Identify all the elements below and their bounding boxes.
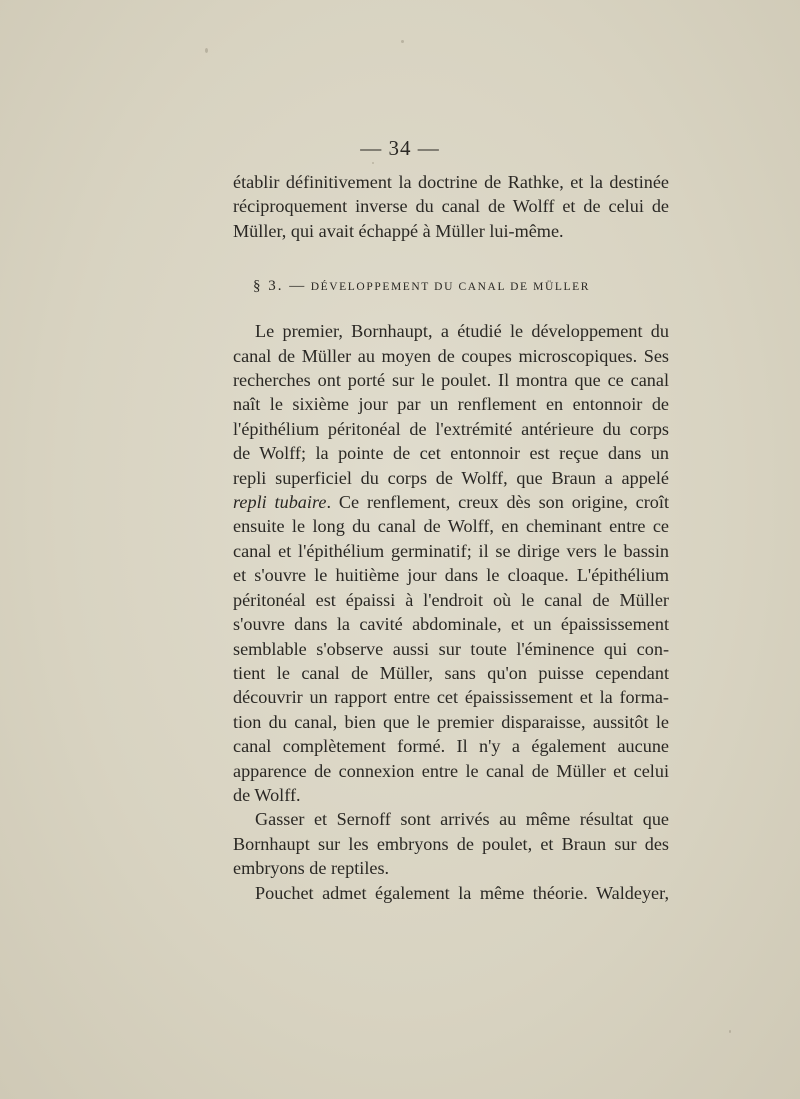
text-line: canal et l'épithélium germinatif; il se dirige vers le bassin [233,540,669,561]
text-line: établir définitivement la doctrine de Rathke, et la destinée [233,172,669,192]
italic-term: repli tubaire [233,492,327,513]
text-line: péritonéal est épaissi à l'endroit où le canal de Müller [233,589,669,610]
text-line: repli superficiel du corps de Wolff, que Braun a appelé [233,467,669,488]
text-line: . Ce renflement, creux dès son origine, croît [326,492,670,513]
text-line: Pouchet admet également la même théorie. Waldeyer, [255,882,669,903]
page-body [233,170,669,905]
paragraph-1-end [233,219,669,243]
text-line: semblable s'observe aussi sur toute l'éminence qui con- [233,638,669,659]
text-line: l'épithélium péritonéal de l'extrémité antérieure du corps [233,418,669,439]
text-line: tient le canal de Müller, sans qu'on puisse cependant [233,662,669,683]
paragraph-3-end [233,856,669,880]
text-line: de Wolff; la pointe de cet entonnoir est reçue dans un [233,443,669,464]
text-line: embryons de reptiles. [233,858,390,879]
paragraph-3-body [233,832,669,856]
text-line: naît le sixième jour par un renflement en entonnoir de [233,394,669,415]
text-line: ensuite le long du canal de Wolff, en cheminant entre ce [233,516,669,537]
text-line: canal de Müller au moyen de coupes microscopiques. Ses [233,345,669,366]
text-line: Le premier, Bornhaupt, a étudié le développement du [255,321,669,342]
paragraph-2 [233,319,669,343]
text-line: canal complètement formé. Il n'y a également aucune [233,736,669,757]
text-line: réciproquement inverse du canal de Wolff et de celui de [233,196,669,217]
section-number: § 3. — [253,278,307,295]
text-line: apparence de connexion entre le canal de Müller et celui [233,760,669,781]
paragraph-1 [233,170,669,219]
section-heading [233,276,669,297]
text-line: Müller, qui avait échappé à Müller lui-même. [233,220,564,241]
text-line: de Wolff. [233,784,301,805]
paper-speck [401,40,404,43]
paragraph-2-end [233,783,669,807]
paragraph-2-body [233,344,669,783]
text-line: recherches ont porté sur le poulet. Il montra que ce canal [233,370,669,391]
section-title: DÉVELOPPEMENT DU CANAL DE MÜLLER [310,281,591,294]
text-line: s'ouvre dans la cavité abdominale, et un épaississement [233,614,669,635]
text-line: et s'ouvre le huitième jour dans le cloaque. L'épithélium [233,565,669,586]
text-line: Bornhaupt sur les embryons de poulet, et Braun sur des [233,833,669,854]
paper-speck [729,1030,731,1033]
paper-speck [372,162,374,164]
text-line: tion du canal, bien que le premier disparaisse, aussitôt le [233,711,669,732]
paper-speck [205,48,208,53]
text-line: Gasser et Sernoff sont arrivés au même résultat que [255,809,669,830]
text-line: découvrir un rapport entre cet épaississement et la forma- [233,687,669,708]
paragraph-3 [233,807,669,831]
page-number: — 34 — [360,136,440,160]
paragraph-4 [233,881,669,905]
